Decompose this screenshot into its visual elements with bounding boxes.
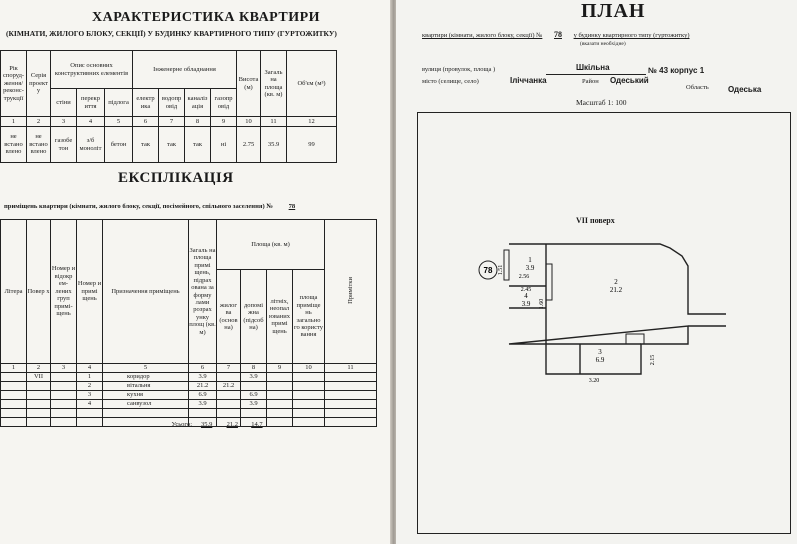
th-total-area: Загаль на площа (кв. м) xyxy=(261,51,287,117)
floor-plan xyxy=(476,236,726,386)
th-auxiliary: допомі жна (підсоб на) xyxy=(241,270,267,364)
th-notes xyxy=(325,220,377,364)
explication-line-text: приміщень квартири (кімнати, жилого блоку, секції, посімейного, спільного заселення) № xyxy=(4,203,273,210)
plan-line1-text: квартири (кімнати, жилого блоку, секції) № xyxy=(422,32,543,39)
house-value: № 43 корпус 1 xyxy=(648,66,705,75)
notes-label: Примітки xyxy=(346,276,354,304)
city-label: місто (селище, село) xyxy=(422,78,479,85)
window xyxy=(626,334,644,344)
th-electricity: електр ика xyxy=(133,89,159,117)
char-value-row xyxy=(1,127,337,163)
num-cell: 6 xyxy=(189,364,217,373)
explication-table xyxy=(0,219,377,427)
value-cell: не встано влено xyxy=(1,127,27,163)
value-cell: 2.75 xyxy=(237,127,261,163)
th-total-room-area: Загаль на площа примі щень, підрах ована за форму лами розрах унку площ (кв. м) xyxy=(189,220,217,364)
num-cell: 7 xyxy=(159,117,185,127)
th-year: Рік споруд-ження/ реконс-трукції xyxy=(1,51,27,117)
value-cell: 35.9 xyxy=(261,127,287,163)
room-no-cell: 1 xyxy=(77,373,103,382)
room-aux-cell xyxy=(241,382,267,391)
th-gas: газопр овід xyxy=(211,89,237,117)
th-summer: літніх, неопал юваних примі щень xyxy=(267,270,293,364)
th-floors: перекр иття xyxy=(77,89,105,117)
th-series: Серія проект у xyxy=(27,51,51,117)
th-purpose: Призначення приміщень xyxy=(103,220,189,364)
room-no-cell: 3 xyxy=(77,391,103,400)
dim-2-45: 2.45 xyxy=(520,287,532,293)
value-cell: 99 xyxy=(287,127,337,163)
th-engineering: Інженерне обладнання xyxy=(133,51,237,89)
room-aux-cell: 6.9 xyxy=(241,391,267,400)
sum-row xyxy=(140,421,269,428)
floor-cell: VII xyxy=(27,373,51,382)
sum-aux: 14.7 xyxy=(251,421,263,428)
room-no-cell: 2 xyxy=(77,382,103,391)
th-volume: Об'єм (м³) xyxy=(287,51,337,117)
num-cell: 5 xyxy=(105,117,133,127)
room-living-cell: 21.2 xyxy=(217,382,241,391)
num-cell: 10 xyxy=(293,364,325,373)
table-row xyxy=(1,409,377,418)
room-name-cell: кухня xyxy=(103,391,189,400)
th-litera: Літера xyxy=(1,220,27,364)
num-cell: 2 xyxy=(27,117,51,127)
th-constructive: Опис основних конструктивних елементів xyxy=(51,51,133,89)
room-no-cell: 4 xyxy=(77,400,103,409)
room-total-cell: 3.9 xyxy=(189,400,217,409)
right-page xyxy=(396,0,797,544)
plan-number: 78 xyxy=(553,30,562,39)
explication-number: 78 xyxy=(288,203,296,210)
plan-title: ПЛАН xyxy=(581,0,646,22)
room-living-cell xyxy=(217,373,241,382)
num-cell: 8 xyxy=(185,117,211,127)
door xyxy=(546,264,552,300)
room-living-cell xyxy=(217,391,241,400)
table-row xyxy=(1,400,377,409)
explication-title: ЕКСПЛІКАЦІЯ xyxy=(118,170,234,186)
th-sewer: каналіз ація xyxy=(185,89,211,117)
explication-line xyxy=(4,203,309,210)
district-label: Район xyxy=(582,78,599,85)
room-2-no: 2 xyxy=(614,278,618,286)
sum-living: 21.2 xyxy=(226,421,238,428)
num-cell: 7 xyxy=(217,364,241,373)
dim-1-60: 1.60 xyxy=(539,298,545,310)
th-living: жилог ва (основ на) xyxy=(217,270,241,364)
value-cell: бетон xyxy=(105,127,133,163)
num-cell: 10 xyxy=(237,117,261,127)
city-value: Іліччанка xyxy=(510,76,547,85)
num-cell: 4 xyxy=(77,364,103,373)
th-common: площа приміще нь загально го користу вання xyxy=(293,270,325,364)
room-name-cell: коридор xyxy=(103,373,189,382)
th-group: Номер и відокр ем- лених груп примі- щень xyxy=(51,220,77,364)
room-1-area: 3.9 xyxy=(525,264,535,272)
left-page xyxy=(0,0,392,544)
table-row xyxy=(1,391,377,400)
th-area-group: Площа (кв. м) xyxy=(217,220,325,270)
num-cell: 9 xyxy=(267,364,293,373)
num-cell: 3 xyxy=(51,364,77,373)
floor-label: VII поверх xyxy=(576,216,615,225)
num-cell: 5 xyxy=(103,364,189,373)
num-cell: 6 xyxy=(133,117,159,127)
room-2-area: 21.2 xyxy=(609,286,623,294)
room-3-no: 3 xyxy=(598,348,602,356)
num-cell: 4 xyxy=(77,117,105,127)
room-aux-cell: 3.9 xyxy=(241,373,267,382)
num-cell: 2 xyxy=(27,364,51,373)
num-cell: 11 xyxy=(325,364,377,373)
plan-hint: (вказати необхідне) xyxy=(580,41,626,47)
room-total-cell: 21.2 xyxy=(189,382,217,391)
value-cell: не встано влено xyxy=(27,127,51,163)
street-underline xyxy=(546,74,646,75)
scale-text: Масштаб 1: 100 xyxy=(576,98,627,107)
plan-line1 xyxy=(422,30,690,39)
district-value: Одеський xyxy=(610,76,649,85)
characteristic-title: ХАРАКТЕРИСТИКА КВАРТИРИ xyxy=(92,10,321,25)
region-value: Одеська xyxy=(728,85,762,94)
characteristic-subtitle: (КІМНАТИ, ЖИЛОГО БЛОКУ, СЕКЦІЇ) У БУДИНКУ КВАРТИРНОГО ТИПУ (ГУРТОЖИТКУ) xyxy=(6,29,337,38)
value-cell: так xyxy=(185,127,211,163)
plan-line1-suffix: у будинку квартирного типу (гуртожитку) xyxy=(573,32,690,39)
sum-total: 35.9 xyxy=(200,421,213,428)
value-cell: так xyxy=(133,127,159,163)
th-walls: стіни xyxy=(51,89,77,117)
num-cell: 3 xyxy=(51,117,77,127)
room-aux-cell: 3.9 xyxy=(241,400,267,409)
num-cell: 8 xyxy=(241,364,267,373)
window xyxy=(504,250,509,280)
room-1-no: 1 xyxy=(528,256,532,264)
room-total-cell: 6.9 xyxy=(189,391,217,400)
room-4-no: 4 xyxy=(524,292,528,300)
num-cell: 9 xyxy=(211,117,237,127)
num-cell: 1 xyxy=(1,117,27,127)
street-label: вулиця (провулок, площа ) xyxy=(422,66,496,73)
room-3-area: 6.9 xyxy=(595,356,605,364)
th-floor: підлога xyxy=(105,89,133,117)
char-number-row xyxy=(1,117,337,127)
expl-number-row xyxy=(1,364,377,373)
region-label: Область xyxy=(686,84,709,91)
table-row xyxy=(1,382,377,391)
room-total-cell: 3.9 xyxy=(189,373,217,382)
value-cell: ні xyxy=(211,127,237,163)
th-room-no: Номер и примі щень xyxy=(77,220,103,364)
room-name-cell: санвузол xyxy=(103,400,189,409)
value-cell: газобе тон xyxy=(51,127,77,163)
th-water: водопр овід xyxy=(159,89,185,117)
num-cell: 12 xyxy=(287,117,337,127)
dim-2-56: 2.56 xyxy=(518,274,530,280)
th-floor-no: Повер х xyxy=(27,220,51,364)
characteristic-table xyxy=(0,50,337,163)
dim-3-20: 3.20 xyxy=(588,378,600,384)
room-living-cell xyxy=(217,400,241,409)
room-name-cell: вітальня xyxy=(103,382,189,391)
th-height: Висота (м) xyxy=(237,51,261,117)
value-cell: так xyxy=(159,127,185,163)
num-cell: 1 xyxy=(1,364,27,373)
value-cell: з/б моноліт xyxy=(77,127,105,163)
dim-1-51: 1.51 xyxy=(498,264,504,276)
room-4-area: 3.9 xyxy=(521,300,531,308)
dim-2-15: 2.15 xyxy=(650,354,656,366)
apartment-number: 78 xyxy=(483,266,493,275)
street-value: Шкільна xyxy=(576,63,610,72)
table-row xyxy=(1,373,377,382)
num-cell: 11 xyxy=(261,117,287,127)
sum-label: Усього: xyxy=(171,421,192,428)
